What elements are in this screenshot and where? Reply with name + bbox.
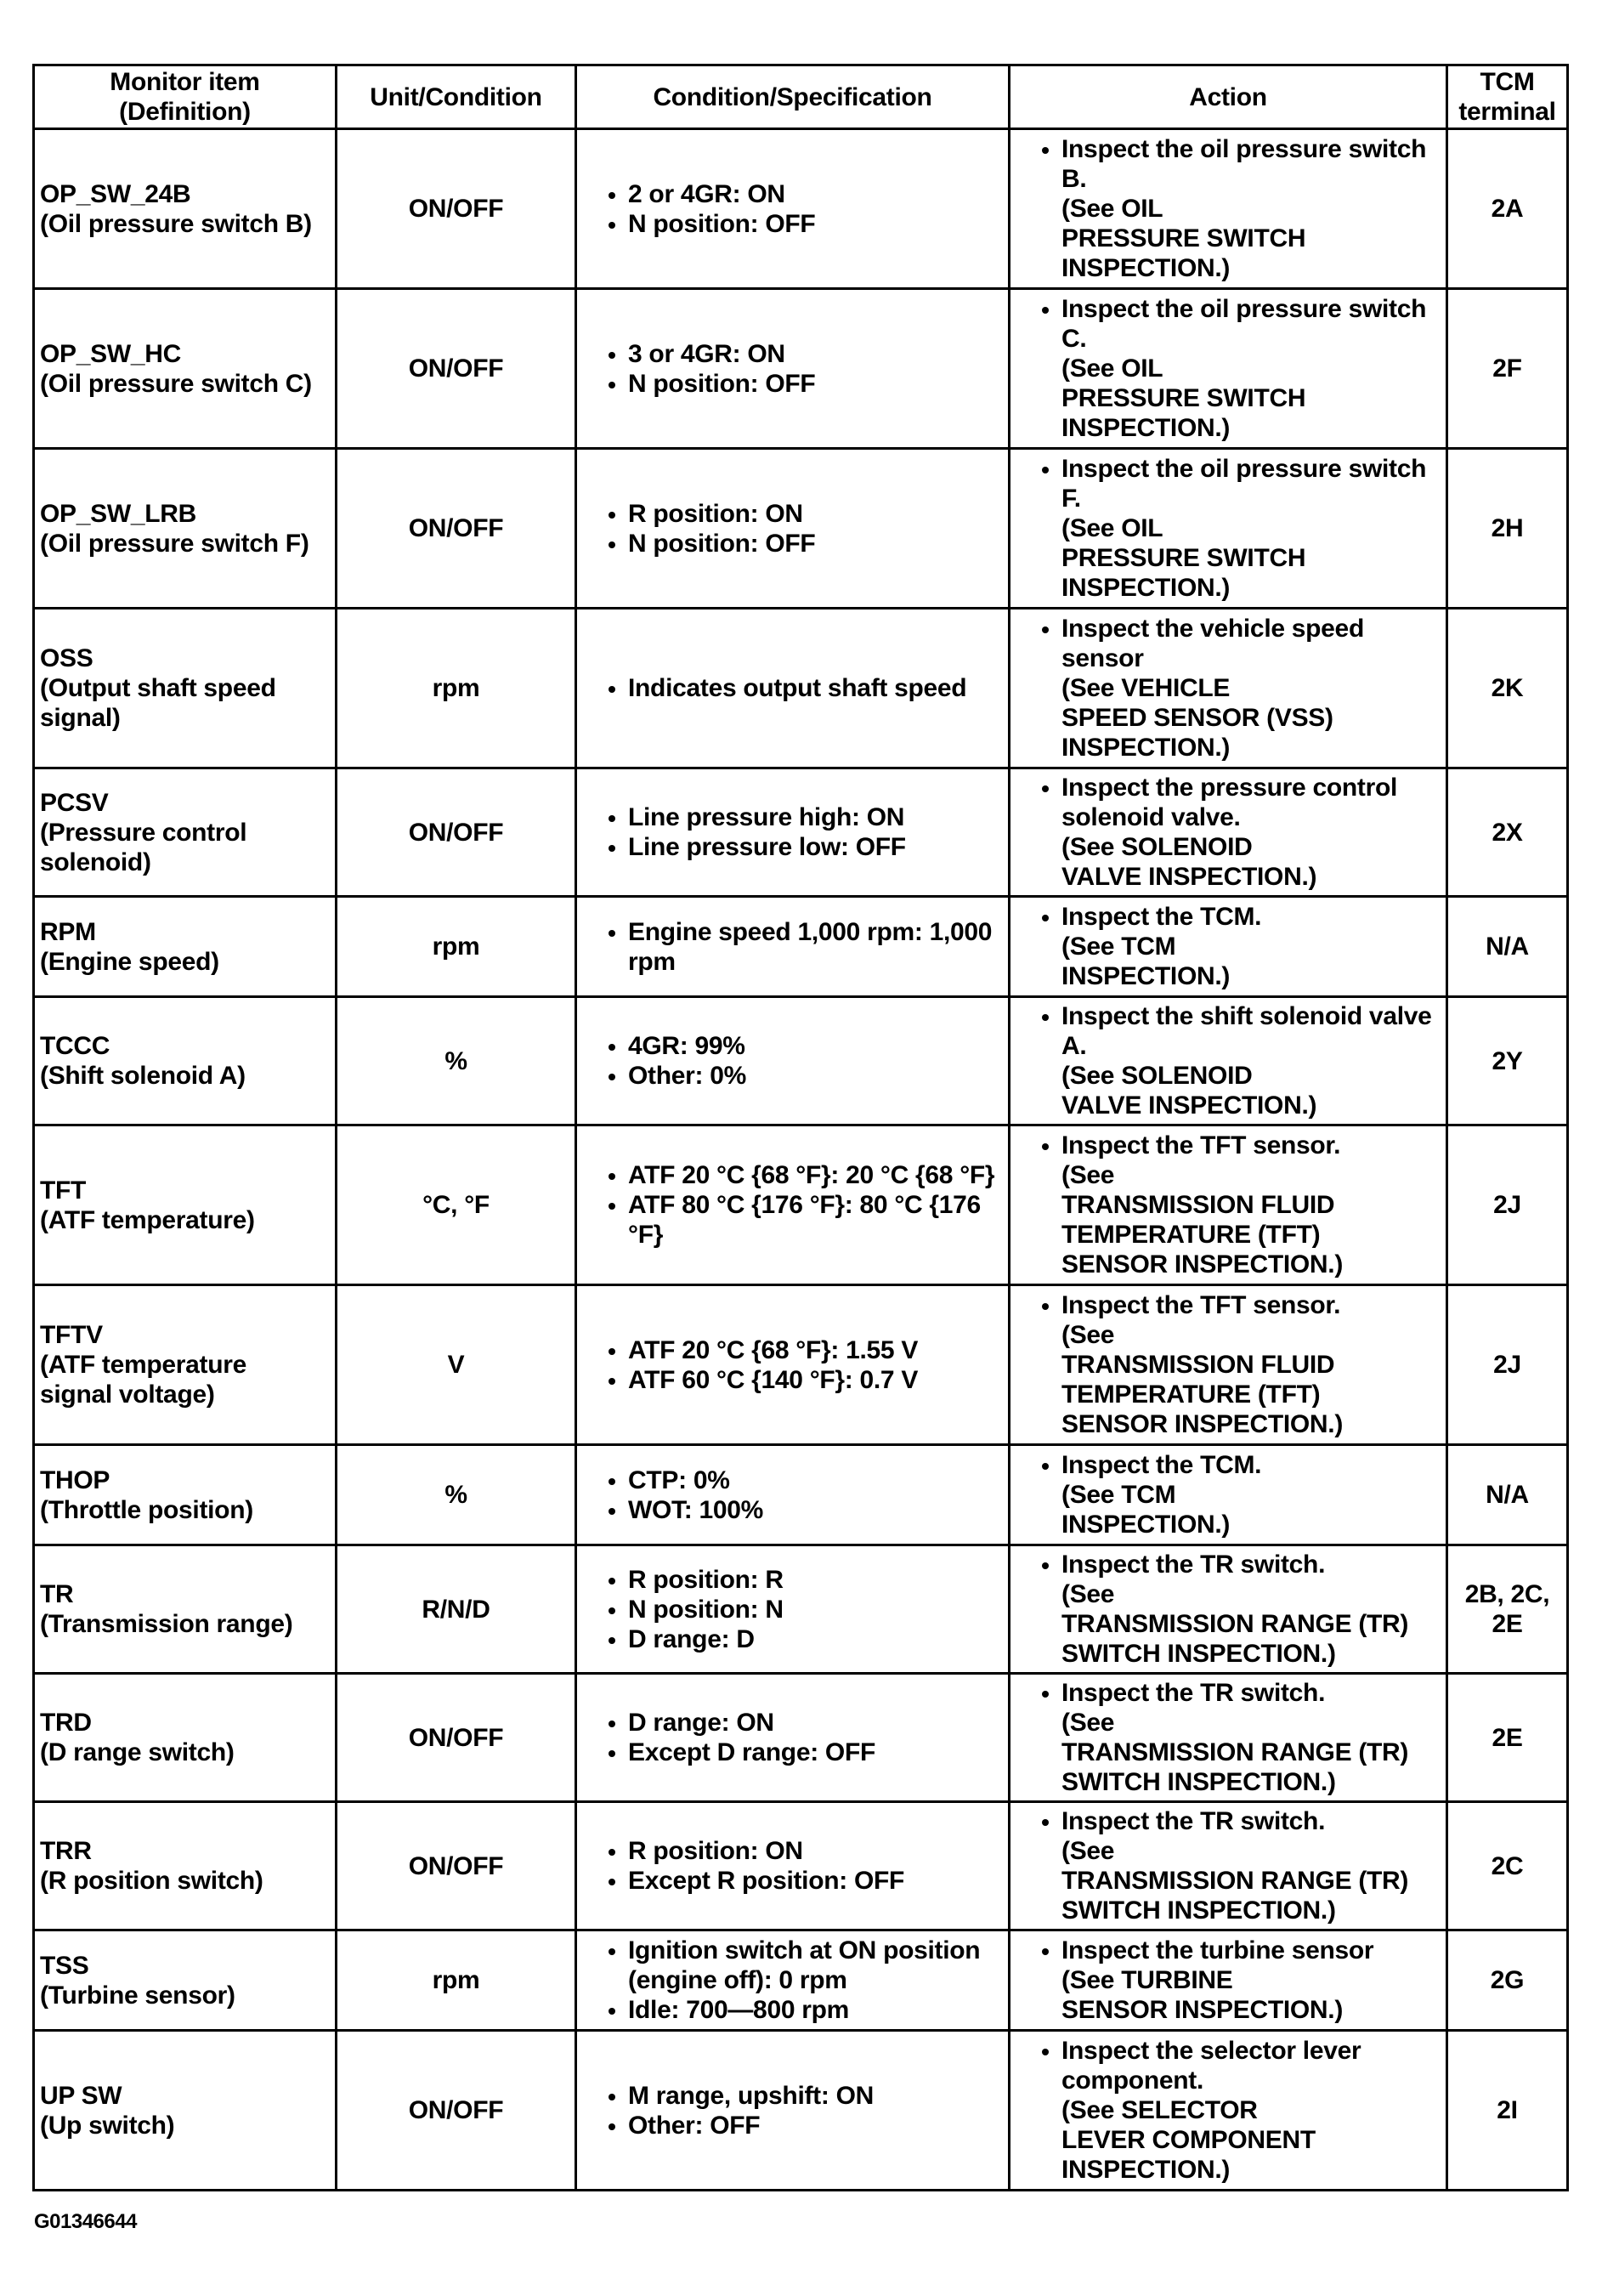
monitor-item-definition: (ATF temperature [40, 1351, 247, 1379]
action-item [1061, 134, 1439, 283]
unit-condition-cell: rpm [337, 609, 576, 768]
action-cell [1010, 1285, 1447, 1445]
monitor-item-code: TSS [40, 1951, 89, 1980]
action-item [1061, 454, 1439, 603]
action-item [1061, 1001, 1439, 1120]
action-instruction: • Inspect the oil pressure switch B. [1061, 135, 1427, 193]
action-instruction: • Inspect the pressure control solenoid valve. [1061, 774, 1398, 831]
action-cell [1010, 768, 1447, 897]
unit-condition-cell: ON/OFF [337, 289, 576, 449]
action-reference-line: VALVE INSPECTION.) [1061, 863, 1317, 891]
condition-list [584, 1565, 1001, 1654]
monitor-item-definition: (R position switch) [40, 1867, 263, 1895]
condition-item: • ATF 80 °C {176 °F}: 80 °C {176 °F} [628, 1190, 1001, 1250]
condition-specification-cell [576, 449, 1010, 609]
condition-item: • ATF 20 °C {68 °F}: 1.55 V [628, 1335, 1001, 1365]
monitor-item-code: TRR [40, 1837, 92, 1865]
condition-list [584, 1465, 1001, 1525]
action-item [1061, 1131, 1439, 1279]
condition-item: • ATF 20 °C {68 °F}: 20 °C {68 °F} [628, 1160, 1001, 1190]
action-reference-line: SENSOR INSPECTION.) [1061, 1996, 1344, 2024]
monitor-item-definition: (Oil pressure switch B) [40, 209, 312, 238]
header-action: Action [1010, 65, 1447, 129]
action-list [1017, 294, 1439, 443]
condition-item: • 2 or 4GR: ON [628, 179, 1001, 209]
action-cell [1010, 1445, 1447, 1545]
unit-condition-cell: ON/OFF [337, 2031, 576, 2191]
monitor-item-definition: (Pressure control [40, 818, 247, 847]
monitor-item-definition: signal voltage) [40, 1380, 215, 1409]
condition-list [584, 673, 1001, 703]
table-row [34, 1802, 1568, 1930]
action-cell [1010, 1802, 1447, 1930]
unit-condition-cell: ON/OFF [337, 449, 576, 609]
action-reference-line: (See [1061, 1580, 1115, 1608]
action-instruction: • Inspect the selector lever component. [1061, 2037, 1361, 2095]
condition-list [584, 802, 1001, 862]
action-instruction: • Inspect the TR switch. [1061, 1551, 1326, 1579]
condition-item: • Line pressure low: OFF [628, 832, 1001, 862]
condition-item: • Engine speed 1,000 rpm: 1,000 rpm [628, 917, 1001, 977]
action-item [1061, 1450, 1439, 1539]
condition-specification-cell [576, 897, 1010, 997]
condition-list [584, 1708, 1001, 1767]
monitor-item-code: OP_SW_HC [40, 339, 181, 368]
action-reference-line: PRESSURE SWITCH [1061, 384, 1306, 412]
table-row [34, 1930, 1568, 2031]
tcm-terminal-cell: 2E [1447, 1674, 1568, 1802]
condition-item: • M range, upshift: ON [628, 2081, 1001, 2111]
tcm-terminal-cell: 2I [1447, 2031, 1568, 2191]
monitor-item-code: TCCC [40, 1032, 110, 1060]
tcm-terminal-cell: 2F [1447, 289, 1568, 449]
unit-condition-cell: rpm [337, 897, 576, 997]
condition-list [584, 179, 1001, 239]
monitor-item-cell [34, 1445, 337, 1545]
condition-item: • CTP: 0% [628, 1465, 1001, 1495]
table-row [34, 129, 1568, 289]
action-reference-line: TRANSMISSION RANGE (TR) [1061, 1867, 1409, 1895]
action-list [1017, 1550, 1439, 1669]
monitor-item-definition: (Transmission range) [40, 1610, 293, 1638]
monitor-item-cell [34, 129, 337, 289]
monitor-item-code: TR [40, 1580, 74, 1608]
condition-item: • R position: R [628, 1565, 1001, 1595]
monitor-item-cell [34, 289, 337, 449]
action-reference-line: (See TCM [1061, 933, 1176, 961]
condition-specification-cell [576, 1802, 1010, 1930]
unit-condition-cell: ON/OFF [337, 768, 576, 897]
action-instruction: • Inspect the TR switch. [1061, 1807, 1326, 1835]
action-item [1061, 773, 1439, 892]
action-list [1017, 1290, 1439, 1439]
monitor-item-cell [34, 997, 337, 1125]
action-item [1061, 2036, 1439, 2185]
table-row [34, 768, 1568, 897]
action-instruction: • Inspect the shift solenoid valve A. [1061, 1002, 1432, 1060]
monitor-item-definition: (Turbine sensor) [40, 1981, 235, 2010]
monitor-item-definition: (Throttle position) [40, 1495, 253, 1524]
condition-specification-cell [576, 2031, 1010, 2191]
action-reference-line: (See OIL [1061, 514, 1163, 542]
action-reference-line: SENSOR INSPECTION.) [1061, 1250, 1344, 1278]
condition-list [584, 1160, 1001, 1250]
action-reference-line: TRANSMISSION FLUID [1061, 1191, 1335, 1219]
condition-specification-cell [576, 289, 1010, 449]
condition-item: • Except D range: OFF [628, 1738, 1001, 1767]
unit-condition-cell: ON/OFF [337, 1802, 576, 1930]
condition-specification-cell [576, 1930, 1010, 2031]
condition-list [584, 917, 1001, 977]
action-reference-line: (See [1061, 1837, 1115, 1865]
action-reference-line: SPEED SENSOR (VSS) [1061, 704, 1333, 732]
monitor-item-cell [34, 1802, 337, 1930]
action-list [1017, 1678, 1439, 1797]
condition-list [584, 499, 1001, 558]
monitor-item-definition: signal) [40, 704, 121, 732]
table-row [34, 1545, 1568, 1674]
action-item [1061, 1290, 1439, 1439]
unit-condition-cell: °C, °F [337, 1125, 576, 1285]
action-item [1061, 294, 1439, 443]
table-row [34, 1125, 1568, 1285]
tcm-terminal-cell: 2J [1447, 1285, 1568, 1445]
action-reference-line: TRANSMISSION RANGE (TR) [1061, 1610, 1409, 1638]
table-row [34, 997, 1568, 1125]
monitor-item-definition: (D range switch) [40, 1738, 235, 1766]
action-cell [1010, 897, 1447, 997]
monitor-item-definition: (Shift solenoid A) [40, 1062, 246, 1090]
monitor-item-code: OP_SW_LRB [40, 499, 196, 528]
unit-condition-cell: ON/OFF [337, 129, 576, 289]
tcm-terminal-cell: 2J [1447, 1125, 1568, 1285]
action-reference-line: INSPECTION.) [1061, 1511, 1231, 1539]
action-list [1017, 1131, 1439, 1279]
monitor-item-cell [34, 897, 337, 997]
action-list [1017, 1936, 1439, 2025]
tcm-terminal-cell: 2A [1447, 129, 1568, 289]
condition-item: • Line pressure high: ON [628, 802, 1001, 832]
action-list [1017, 134, 1439, 283]
condition-item: • D range: ON [628, 1708, 1001, 1738]
action-reference-line: (See SOLENOID [1061, 833, 1253, 861]
monitor-item-cell [34, 609, 337, 768]
action-instruction: • Inspect the TCM. [1061, 903, 1262, 931]
action-cell [1010, 289, 1447, 449]
header-unit-condition: Unit/Condition [337, 65, 576, 129]
header-condition-specification: Condition/Specification [576, 65, 1010, 129]
table-row [34, 1674, 1568, 1802]
condition-specification-cell [576, 609, 1010, 768]
monitor-item-code: RPM [40, 917, 96, 946]
action-item [1061, 902, 1439, 991]
tcm-terminal-cell: 2X [1447, 768, 1568, 897]
condition-item: • Except R position: OFF [628, 1866, 1001, 1896]
monitor-item-cell [34, 768, 337, 897]
action-list [1017, 1450, 1439, 1539]
monitor-item-code: TFT [40, 1176, 87, 1205]
table-body [34, 129, 1568, 2191]
action-cell [1010, 2031, 1447, 2191]
monitor-item-code: UP SW [40, 2081, 122, 2110]
action-reference-line: (See [1061, 1709, 1115, 1737]
header-tcm-terminal: TCM terminal [1447, 65, 1568, 129]
tcm-terminal-cell: N/A [1447, 1445, 1568, 1545]
figure-code: G01346644 [34, 2210, 137, 2233]
table-row [34, 609, 1568, 768]
action-item [1061, 1936, 1439, 2025]
action-cell [1010, 449, 1447, 609]
condition-specification-cell [576, 1285, 1010, 1445]
action-reference-line: SENSOR INSPECTION.) [1061, 1410, 1344, 1438]
monitor-item-code: PCSV [40, 788, 109, 817]
action-list [1017, 1806, 1439, 1925]
unit-condition-cell: rpm [337, 1930, 576, 2031]
monitor-item-code: THOP [40, 1465, 110, 1494]
tcm-terminal-cell: 2Y [1447, 997, 1568, 1125]
condition-item: • Ignition switch at ON position (engine off): 0 rpm [628, 1936, 1001, 1995]
action-cell [1010, 1545, 1447, 1674]
action-instruction: • Inspect the vehicle speed sensor [1061, 615, 1364, 672]
action-list [1017, 454, 1439, 603]
monitor-item-cell [34, 1674, 337, 1802]
action-reference-line: (See OIL [1061, 354, 1163, 383]
action-list [1017, 902, 1439, 991]
condition-specification-cell [576, 1125, 1010, 1285]
monitor-item-definition: solenoid) [40, 848, 151, 876]
monitor-item-cell [34, 1285, 337, 1445]
action-item [1061, 614, 1439, 762]
monitor-item-cell [34, 1545, 337, 1674]
condition-item: • 4GR: 99% [628, 1031, 1001, 1061]
action-reference-line: TRANSMISSION RANGE (TR) [1061, 1738, 1409, 1766]
condition-list [584, 1335, 1001, 1395]
tcm-terminal-cell: 2C [1447, 1802, 1568, 1930]
action-instruction: • Inspect the TR switch. [1061, 1679, 1326, 1707]
action-reference-line: INSPECTION.) [1061, 254, 1231, 282]
condition-list [584, 1936, 1001, 2025]
action-reference-line: (See [1061, 1161, 1115, 1189]
monitor-item-table [32, 64, 1569, 2191]
tcm-terminal-cell: 2G [1447, 1930, 1568, 2031]
monitor-item-cell [34, 2031, 337, 2191]
monitor-item-definition: (ATF temperature) [40, 1205, 255, 1234]
table-row [34, 449, 1568, 609]
condition-item: • Idle: 700—800 rpm [628, 1995, 1001, 2025]
monitor-item-code: TRD [40, 1709, 92, 1737]
action-cell [1010, 997, 1447, 1125]
action-item [1061, 1678, 1439, 1797]
action-reference-line: (See SELECTOR [1061, 2096, 1258, 2124]
action-cell [1010, 129, 1447, 289]
action-reference-line: (See VEHICLE [1061, 674, 1231, 702]
condition-item: • N position: OFF [628, 369, 1001, 399]
action-reference-line: INSPECTION.) [1061, 734, 1231, 762]
table-row [34, 1285, 1568, 1445]
monitor-item-definition: (Oil pressure switch C) [40, 369, 312, 398]
action-reference-line: TRANSMISSION FLUID [1061, 1351, 1335, 1379]
unit-condition-cell: ON/OFF [337, 1674, 576, 1802]
monitor-item-cell [34, 1125, 337, 1285]
action-reference-line: TEMPERATURE (TFT) [1061, 1221, 1321, 1249]
header-row [34, 65, 1568, 129]
action-reference-line: (See SOLENOID [1061, 1062, 1253, 1090]
tcm-terminal-cell: N/A [1447, 897, 1568, 997]
table-row [34, 2031, 1568, 2191]
action-reference-line: INSPECTION.) [1061, 2156, 1231, 2184]
unit-condition-cell: V [337, 1285, 576, 1445]
condition-item: • N position: N [628, 1595, 1001, 1624]
action-list [1017, 1001, 1439, 1120]
action-instruction: • Inspect the oil pressure switch C. [1061, 295, 1427, 353]
condition-specification-cell [576, 129, 1010, 289]
monitor-item-definition: (Oil pressure switch F) [40, 529, 309, 558]
condition-item: • Other: OFF [628, 2111, 1001, 2140]
table-row [34, 289, 1568, 449]
monitor-item-code: OSS [40, 644, 93, 672]
condition-item: • R position: ON [628, 499, 1001, 529]
action-reference-line: SWITCH INSPECTION.) [1061, 1896, 1336, 1925]
action-list [1017, 614, 1439, 762]
action-reference-line: LEVER COMPONENT [1061, 2126, 1316, 2154]
condition-item: • D range: D [628, 1624, 1001, 1654]
condition-item: • Other: 0% [628, 1061, 1001, 1091]
condition-item: • N position: OFF [628, 529, 1001, 558]
action-reference-line: (See TCM [1061, 1481, 1176, 1509]
condition-list [584, 1836, 1001, 1896]
action-instruction: • Inspect the TFT sensor. [1061, 1291, 1341, 1319]
monitor-item-code: TFTV [40, 1321, 103, 1349]
action-cell [1010, 1674, 1447, 1802]
unit-condition-cell: % [337, 1445, 576, 1545]
action-reference-line: INSPECTION.) [1061, 414, 1231, 442]
action-reference-line: (See TURBINE [1061, 1966, 1233, 1994]
table-row [34, 1445, 1568, 1545]
condition-list [584, 339, 1001, 399]
unit-condition-cell: % [337, 997, 576, 1125]
condition-item: • N position: OFF [628, 209, 1001, 239]
action-reference-line: VALVE INSPECTION.) [1061, 1091, 1317, 1120]
condition-specification-cell [576, 1445, 1010, 1545]
action-reference-line: SWITCH INSPECTION.) [1061, 1768, 1336, 1796]
unit-condition-cell: R/N/D [337, 1545, 576, 1674]
action-reference-line: (See [1061, 1321, 1115, 1349]
action-instruction: • Inspect the oil pressure switch F. [1061, 455, 1427, 513]
header-monitor-item: Monitor item (Definition) [34, 65, 337, 129]
action-item [1061, 1806, 1439, 1925]
condition-item: • ATF 60 °C {140 °F}: 0.7 V [628, 1365, 1001, 1395]
action-list [1017, 773, 1439, 892]
action-reference-line: INSPECTION.) [1061, 574, 1231, 602]
condition-list [584, 2081, 1001, 2140]
action-reference-line: INSPECTION.) [1061, 962, 1231, 990]
action-reference-line: SWITCH INSPECTION.) [1061, 1640, 1336, 1668]
condition-item: • R position: ON [628, 1836, 1001, 1866]
condition-specification-cell [576, 997, 1010, 1125]
monitor-item-definition: (Engine speed) [40, 947, 219, 976]
action-instruction: • Inspect the TCM. [1061, 1451, 1262, 1479]
action-cell [1010, 609, 1447, 768]
condition-specification-cell [576, 1674, 1010, 1802]
action-item [1061, 1550, 1439, 1669]
tcm-terminal-cell: 2H [1447, 449, 1568, 609]
action-list [1017, 2036, 1439, 2185]
monitor-item-cell [34, 1930, 337, 2031]
action-cell [1010, 1930, 1447, 2031]
condition-item: • WOT: 100% [628, 1495, 1001, 1525]
monitor-item-cell [34, 449, 337, 609]
action-reference-line: PRESSURE SWITCH [1061, 224, 1306, 252]
action-reference-line: TEMPERATURE (TFT) [1061, 1380, 1321, 1409]
condition-item: • 3 or 4GR: ON [628, 339, 1001, 369]
tcm-terminal-cell: 2K [1447, 609, 1568, 768]
action-reference-line: (See OIL [1061, 195, 1163, 223]
condition-specification-cell [576, 768, 1010, 897]
monitor-item-table-sheet [32, 64, 1566, 2191]
table-row [34, 897, 1568, 997]
action-instruction: • Inspect the TFT sensor. [1061, 1131, 1341, 1159]
condition-item: • Indicates output shaft speed [628, 673, 1001, 703]
tcm-terminal-cell: 2B, 2C, 2E [1447, 1545, 1568, 1674]
action-cell [1010, 1125, 1447, 1285]
action-instruction: • Inspect the turbine sensor [1061, 1936, 1374, 1964]
condition-specification-cell [576, 1545, 1010, 1674]
condition-list [584, 1031, 1001, 1091]
monitor-item-definition: (Up switch) [40, 2111, 175, 2140]
action-reference-line: PRESSURE SWITCH [1061, 544, 1306, 572]
monitor-item-code: OP_SW_24B [40, 179, 191, 208]
monitor-item-definition: (Output shaft speed [40, 674, 276, 702]
